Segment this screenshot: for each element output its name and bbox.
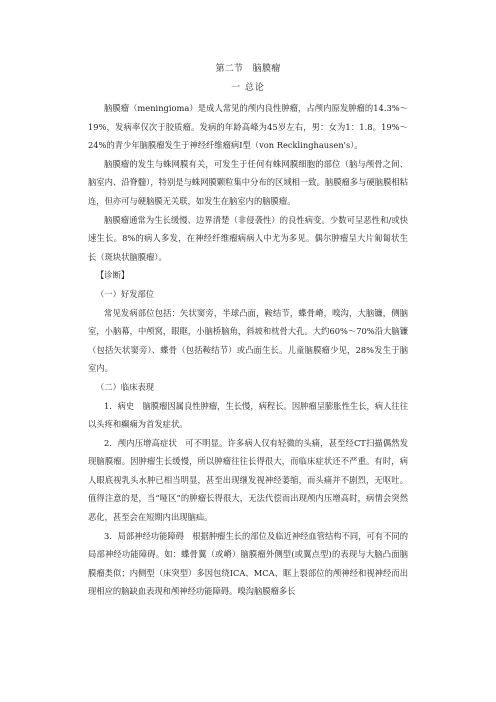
subheading-locations: （一）好发部位 (96, 288, 155, 299)
paragraph-origin: 脑膜瘤的发生与蛛网膜有关，可发生于任何有蛛网膜细胞的部位（脑与颅骨之间、脑室内、沿脊髓），特别是与蛛网膜颗粒集中分布的区域相一致。脑膜瘤多与硬脑膜相粘连，但亦可与硬脑膜无关联，如发生在脑室内的脑膜瘤。 (88, 158, 408, 206)
paragraph-overview: 脑膜瘤（meningioma）是成人常见的颅内良性肿瘤，占颅内原发肿瘤的14.3%～19%，发病率仅次于胶质瘤。发病的年龄高峰为45岁左右，男：女为1：1.8。19%～24%的青少年脑膜瘤发生于神经纤维瘤病I型（von Recklinghausen's）。 (88, 103, 408, 151)
subsection-title: 一 总论 (231, 83, 265, 93)
paragraph-growth: 脑膜瘤通常为生长缓慢、边界清楚（非侵袭性）的良性病变。少数可呈恶性和/或快速生长。8%的病人多发，在神经纤维瘤病病人中尤为多见。偶尔肿瘤呈大片匍匐状生长（斑块状脑膜瘤）。 (88, 214, 408, 262)
diagnosis-heading: 【诊断】 (96, 270, 130, 281)
subheading-clinical: （二）临床表现 (96, 381, 155, 392)
document-body (88, 63, 408, 601)
section-title: 第二节 脑膜瘤 (215, 64, 281, 74)
paragraph-icp: 2．颅内压增高症状 可不明显。许多病人仅有轻微的头痛，甚至经CT扫描偶然发现脑膜瘤。因肿瘤生长缓慢，所以肿瘤往往长得很大，而临床症状还不严重。有时，病人眼底视乳头水肿已相当明显，甚至出现继发视神经萎缩，而头痛并不剧烈，无呕吐。值得注意的是，当“哑区”的肿瘤长得很大，无法代偿而出现颅内压增高时，病情会突然恶化，甚至会在短期内出现脑疝。 (88, 437, 408, 523)
paragraph-history: 1．病史 脑膜瘤因属良性肿瘤，生长慢，病程长。因肿瘤呈膨胀性生长，病人往往以头疼和癫痫为首发症状。 (88, 400, 408, 430)
paragraph-locations: 常见发病部位包括：矢状窦旁，半球凸面，鞍结节，蝶骨嵴，嗅沟，大脑镰，侧脑室，小脑幕，中颅窝，眼眶，小脑桥脑角，斜坡和枕骨大孔。大约60%～70%沿大脑镰（包括矢状窦旁）、蝶骨（包括鞍结节）或凸面生长。儿童脑膜瘤少见，28%发生于脑室内。 (88, 307, 408, 374)
paragraph-neuro-deficit: 3．局部神经功能障碍 根据肿瘤生长的部位及临近神经血管结构不同，可有不同的局部神经功能障碍。如：蝶骨翼（或嵴）脑膜瘤外侧型(或翼点型)的表现与大脑凸面脑膜瘤类似；内侧型（床突型）多因包绕ICA、MCA、眶上裂部位的颅神经和视神经而出现相应的脑缺血表现和颅神经功能障碍。嗅沟脑膜瘤多长 (88, 530, 408, 597)
